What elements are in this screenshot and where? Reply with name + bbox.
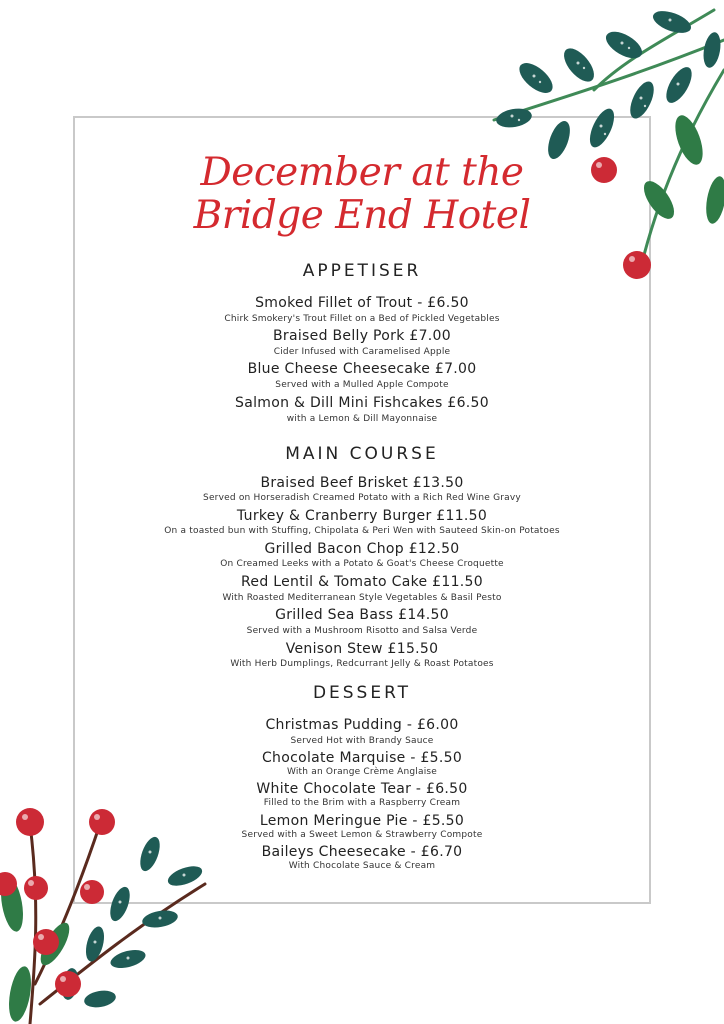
section-heading-appetiser: APPETISER [302, 261, 422, 281]
menu-title-line-1: December at the [200, 150, 524, 195]
menu-item-name: Turkey & Cranberry Burger £11.50 [236, 508, 488, 524]
menu-title-line-2: Bridge End Hotel [193, 193, 531, 238]
menu-item-description: Chirk Smokery's Trout Fillet on a Bed of Pickled Vegetables [224, 314, 500, 324]
menu-item-description: Served on Horseradish Creamed Potato with a Rich Red Wine Gravy [203, 493, 521, 503]
menu-item-name: Baileys Cheesecake - £6.70 [261, 844, 463, 860]
menu-item-description: With Chocolate Sauce & Cream [288, 861, 436, 871]
section-heading-main-course: MAIN COURSE [285, 444, 439, 464]
menu-item-description: Filled to the Brim with a Raspberry Cream [263, 798, 461, 808]
section-heading-dessert: DESSERT [312, 683, 412, 703]
menu-item-name: Christmas Pudding - £6.00 [265, 717, 459, 733]
menu-item-description: with a Lemon & Dill Mayonnaise [286, 414, 438, 424]
menu-item-description: With Roasted Mediterranean Style Vegetables & Basil Pesto [222, 593, 502, 603]
menu-item-name: Venison Stew £15.50 [285, 641, 439, 657]
menu-item-description: Served with a Mushroom Risotto and Salsa Verde [246, 626, 478, 636]
menu-item-description: Cider Infused with Caramelised Apple [273, 347, 451, 357]
menu-item-name: Blue Cheese Cheesecake £7.00 [247, 361, 477, 377]
menu-item-name: Grilled Sea Bass £14.50 [275, 607, 449, 623]
menu-item-description: Served Hot with Brandy Sauce [290, 736, 434, 746]
menu-item-description: On Creamed Leeks with a Potato & Goat's Cheese Croquette [220, 559, 504, 569]
menu-item-description: Served with a Sweet Lemon & Strawberry Compote [241, 830, 483, 840]
menu-item-description: On a toasted bun with Stuffing, Chipolata & Peri Wen with Sauteed Skin-on Potatoes [164, 526, 560, 536]
menu-item-name: Braised Beef Brisket £13.50 [260, 475, 464, 491]
menu-item-name: Grilled Bacon Chop £12.50 [264, 541, 460, 557]
menu-item-name: White Chocolate Tear - £6.50 [256, 781, 468, 797]
menu-item-name: Braised Belly Pork £7.00 [273, 328, 451, 344]
menu-item-name: Chocolate Marquise - £5.50 [261, 750, 463, 766]
menu-item-description: With Herb Dumplings, Redcurrant Jelly & Roast Potatoes [230, 659, 494, 669]
menu-item-name: Smoked Fillet of Trout - £6.50 [255, 295, 469, 311]
menu-item-name: Lemon Meringue Pie - £5.50 [259, 813, 465, 829]
menu-item-name: Red Lentil & Tomato Cake £11.50 [241, 574, 483, 590]
menu-item-description: Served with a Mulled Apple Compote [275, 380, 449, 390]
menu-item-description: With an Orange Crème Anglaise [286, 767, 438, 777]
menu-item-name: Salmon & Dill Mini Fishcakes £6.50 [235, 395, 489, 411]
